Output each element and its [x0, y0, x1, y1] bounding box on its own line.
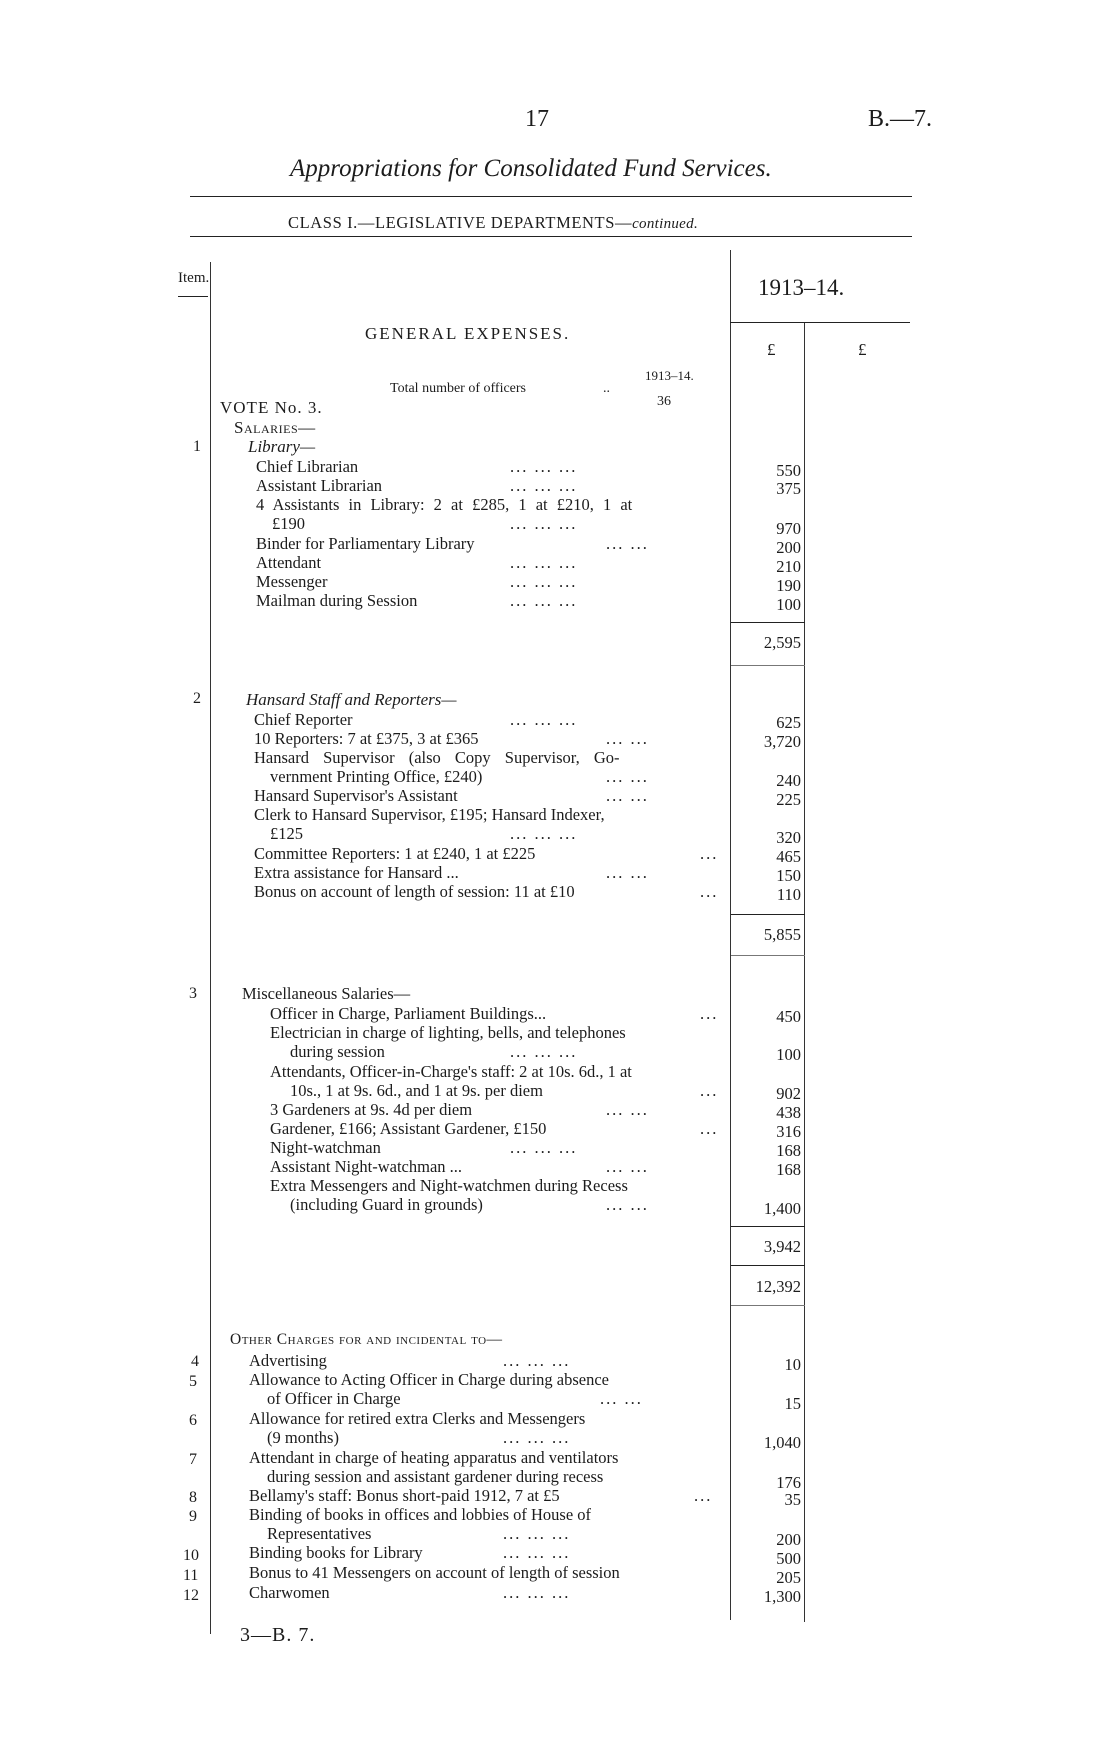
line-amount: 200 — [776, 1530, 801, 1549]
class-heading-suffix: continued. — [632, 216, 698, 232]
line-text: Attendant in charge of heating apparatus and ventilators — [249, 1448, 619, 1467]
line-amount: 970 — [776, 519, 801, 538]
line-text: 10 Reporters: 7 at £375, 3 at £365 — [254, 729, 479, 748]
line-leader-dots: ... ... ... — [510, 514, 578, 533]
line-text: Extra assistance for Hansard ... — [254, 863, 459, 882]
line-text: Allowance for retired extra Clerks and Messengers — [249, 1409, 586, 1428]
line-leader-dots: ... ... — [606, 1157, 649, 1176]
subtotal-underline — [731, 665, 805, 666]
line-amount: 1,040 — [763, 1433, 801, 1452]
line-leader-dots: ... — [700, 844, 719, 863]
line-text: Electrician in charge of lighting, bells, and telephones — [270, 1023, 626, 1042]
line-amount: 225 — [776, 790, 801, 809]
line-text: during session — [290, 1042, 385, 1061]
line-amount: 205 — [776, 1568, 801, 1587]
line-leader-dots: ... ... ... — [503, 1543, 571, 1562]
currency-left-label: £ — [767, 340, 776, 359]
line-text: Attendant — [256, 553, 322, 572]
line-amount: 176 — [776, 1473, 801, 1492]
line-leader-dots: ... ... ... — [510, 1042, 578, 1061]
item-label-rule — [178, 296, 208, 297]
line-amount: 240 — [776, 771, 801, 790]
line-amount: 210 — [776, 557, 801, 576]
item-column-divider — [210, 262, 211, 1634]
line-text: Officer in Charge, Parliament Buildings... — [270, 1004, 547, 1023]
item-number: 4 — [191, 1353, 199, 1370]
line-leader-dots: ... ... ... — [510, 1138, 578, 1157]
other-charges-heading: Other Charges for and incidental to— — [230, 1331, 503, 1348]
line-amount: 100 — [776, 1045, 801, 1064]
item-number: 2 — [193, 690, 201, 707]
line-leader-dots: ... ... — [606, 863, 649, 882]
total-rule — [731, 1265, 805, 1266]
line-amount: 1,300 — [763, 1587, 801, 1606]
total-underline — [731, 1305, 805, 1306]
total-officers-label: Total number of officers — [390, 381, 526, 396]
line-text: Representatives — [267, 1524, 372, 1543]
line-leader-dots: ... ... ... — [510, 457, 578, 476]
officers-year-label: 1913–14. — [645, 368, 694, 383]
item-number: 3 — [189, 985, 197, 1002]
page-number: 17 — [525, 106, 549, 132]
line-leader-dots: ... ... ... — [510, 710, 578, 729]
item-number: 12 — [183, 1587, 199, 1604]
line-text: Advertising — [249, 1351, 327, 1370]
line-text: vernment Printing Office, £240) — [270, 767, 483, 786]
line-text: (including Guard in grounds) — [290, 1195, 483, 1214]
line-leader-dots: ... — [700, 1081, 719, 1100]
line-leader-dots: ... ... — [600, 1389, 643, 1408]
line-amount: 100 — [776, 595, 801, 614]
class-heading — [288, 213, 698, 233]
line-amount: 3,720 — [763, 732, 801, 751]
subtotal-underline — [731, 955, 805, 956]
line-text: 10s., 1 at 9s. 6d., and 1 at 9s. per diem — [290, 1081, 543, 1100]
item-number: 7 — [189, 1451, 197, 1468]
year-rule — [730, 322, 910, 323]
line-text: Hansard Supervisor (also Copy Supervisor, Go- — [254, 748, 620, 767]
line-amount: 450 — [776, 1007, 801, 1026]
line-leader-dots: ... — [694, 1486, 713, 1505]
line-text: Bonus to 41 Messengers on account of length of session — [249, 1563, 620, 1582]
footer-signature: 3—B. 7. — [240, 1624, 316, 1646]
line-amount: 1,400 — [763, 1199, 801, 1218]
line-text: Extra Messengers and Night-watchmen during Recess — [270, 1176, 628, 1195]
line-leader-dots: ... ... — [606, 534, 649, 553]
year-column-label: 1913–14. — [758, 275, 845, 300]
vote-number: VOTE No. 3. — [220, 398, 323, 417]
line-text: Attendants, Officer-in-Charge's staff: 2 at 10s. 6d., 1 at — [270, 1062, 632, 1081]
line-text: Night-watchman — [270, 1138, 381, 1157]
line-amount: 168 — [776, 1141, 801, 1160]
line-text: 3 Gardeners at 9s. 4d per diem — [270, 1100, 473, 1119]
line-leader-dots: ... ... ... — [510, 824, 578, 843]
line-text: Bonus on account of length of session: 11 at £10 — [254, 882, 575, 901]
header-rule — [190, 236, 912, 237]
line-text: Messenger — [256, 572, 328, 591]
line-leader-dots: ... ... — [606, 767, 649, 786]
line-text: Gardener, £166; Assistant Gardener, £150 — [270, 1119, 547, 1138]
title-rule — [190, 196, 912, 197]
line-text: (9 months) — [267, 1428, 339, 1447]
line-amount: 150 — [776, 866, 801, 885]
line-text: Chief Reporter — [254, 710, 353, 729]
misc-heading: Miscellaneous Salaries— — [242, 984, 411, 1003]
page-reference: B.—7. — [868, 106, 933, 132]
line-text: Binding books for Library — [249, 1543, 423, 1562]
total-officers-count: 36 — [657, 394, 671, 409]
salaries-heading: Salaries— — [234, 418, 316, 437]
item-number: 5 — [189, 1373, 197, 1390]
total-officers-dots: .. — [603, 381, 610, 396]
line-leader-dots: ... ... ... — [510, 553, 578, 572]
library-heading: Library— — [248, 437, 316, 456]
line-amount: 35 — [784, 1490, 801, 1509]
line-leader-dots: ... ... ... — [510, 572, 578, 591]
line-leader-dots: ... ... — [606, 786, 649, 805]
line-amount: 500 — [776, 1549, 801, 1568]
line-leader-dots: ... — [700, 1119, 719, 1138]
line-text: Clerk to Hansard Supervisor, £195; Hansard Indexer, — [254, 805, 605, 824]
line-amount: 10 — [784, 1355, 801, 1374]
line-text: Assistant Librarian — [256, 476, 383, 495]
salaries-total: 12,392 — [755, 1277, 801, 1296]
line-leader-dots: ... — [700, 1004, 719, 1023]
line-amount: 110 — [776, 885, 801, 904]
item-number: 10 — [183, 1547, 199, 1564]
line-amount: 550 — [776, 461, 801, 480]
line-amount: 902 — [776, 1084, 801, 1103]
line-text: Charwomen — [249, 1583, 330, 1602]
line-leader-dots: ... ... — [606, 1195, 649, 1214]
line-text: Chief Librarian — [256, 457, 359, 476]
line-leader-dots: ... ... ... — [503, 1428, 571, 1447]
line-leader-dots: ... — [700, 882, 719, 901]
line-amount: 200 — [776, 538, 801, 557]
subtotal-rule — [731, 622, 805, 623]
line-leader-dots: ... ... ... — [503, 1524, 571, 1543]
line-amount: 465 — [776, 847, 801, 866]
item-number: 9 — [189, 1508, 197, 1525]
section-title: GENERAL EXPENSES. — [365, 324, 571, 343]
line-text: Allowance to Acting Officer in Charge during absence — [249, 1370, 609, 1389]
inner-amount-divider — [804, 322, 805, 1622]
line-text: 4 Assistants in Library: 2 at £285, 1 at £210, 1 at — [256, 495, 633, 514]
line-text: Binder for Parliamentary Library — [256, 534, 475, 553]
misc-subtotal: 3,942 — [763, 1237, 801, 1256]
hansard-subtotal: 5,855 — [763, 925, 801, 944]
line-amount: 625 — [776, 713, 801, 732]
subtotal-rule — [731, 1226, 805, 1227]
line-leader-dots: ... ... — [606, 1100, 649, 1119]
line-amount: 438 — [776, 1103, 801, 1122]
page-title: Appropriations for Consolidated Fund Services. — [290, 155, 772, 182]
line-amount: 316 — [776, 1122, 801, 1141]
class-heading-text: CLASS I.—LEGISLATIVE DEPARTMENTS— — [288, 213, 633, 232]
line-text: Bellamy's staff: Bonus short-paid 1912, 7 at £5 — [249, 1486, 560, 1505]
line-text: during session and assistant gardener during recess — [267, 1467, 604, 1486]
line-text: £125 — [270, 824, 303, 843]
item-number: 11 — [183, 1567, 199, 1584]
line-leader-dots: ... ... ... — [503, 1583, 571, 1602]
line-text: £190 — [272, 514, 305, 533]
item-column-label: Item. — [178, 270, 210, 286]
line-leader-dots: ... ... ... — [510, 476, 578, 495]
item-number: 1 — [193, 438, 201, 455]
currency-right-label: £ — [858, 340, 867, 359]
line-text: Assistant Night-watchman ... — [270, 1157, 463, 1176]
subtotal-rule — [731, 914, 805, 915]
line-text: Mailman during Session — [256, 591, 418, 610]
line-leader-dots: ... ... ... — [503, 1351, 571, 1370]
line-text: Committee Reporters: 1 at £240, 1 at £225 — [254, 844, 536, 863]
line-leader-dots: ... ... ... — [510, 591, 578, 610]
line-amount: 168 — [776, 1160, 801, 1179]
line-amount: 15 — [784, 1394, 801, 1413]
line-amount: 320 — [776, 828, 801, 847]
line-text: of Officer in Charge — [267, 1389, 401, 1408]
item-number: 6 — [189, 1412, 197, 1429]
line-text: Binding of books in offices and lobbies of House of — [249, 1505, 592, 1524]
line-leader-dots: ... ... — [606, 729, 649, 748]
line-text: Hansard Supervisor's Assistant — [254, 786, 458, 805]
library-subtotal: 2,595 — [763, 633, 801, 652]
item-number: 8 — [189, 1489, 197, 1506]
hansard-heading: Hansard Staff and Reporters— — [246, 690, 457, 709]
line-amount: 375 — [776, 479, 801, 498]
line-amount: 190 — [776, 576, 801, 595]
